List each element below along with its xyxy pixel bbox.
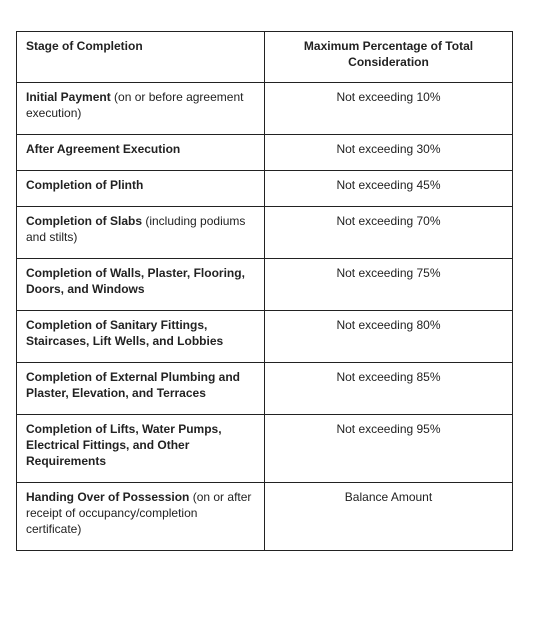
- stage-note: (on or after receipt of occupancy/completion certificate): [26, 490, 252, 536]
- table-row: [17, 483, 513, 551]
- table-row: [17, 311, 513, 363]
- table-row: [17, 135, 513, 171]
- percentage-cell: Not exceeding 45%: [265, 171, 513, 207]
- percentage-cell: Not exceeding 80%: [265, 311, 513, 363]
- stage-cell: [17, 207, 265, 259]
- table-row: [17, 207, 513, 259]
- percentage-cell: Not exceeding 10%: [265, 83, 513, 135]
- percentage-cell: Not exceeding 85%: [265, 363, 513, 415]
- stage-cell: [17, 259, 265, 311]
- percentage-cell: Not exceeding 75%: [265, 259, 513, 311]
- stage-cell: [17, 483, 265, 551]
- percentage-cell: Balance Amount: [265, 483, 513, 551]
- stage-label: Initial Payment: [26, 90, 111, 104]
- stage-cell: [17, 415, 265, 483]
- header-maximum-percentage: Maximum Percentage of Total Consideration: [265, 32, 513, 83]
- stage-cell: [17, 363, 265, 415]
- table-row: [17, 415, 513, 483]
- stage-cell: [17, 83, 265, 135]
- table-header-row: [17, 32, 513, 83]
- stage-label: Completion of Slabs: [26, 214, 143, 228]
- stage-label: Completion of Sanitary Fittings, Staircases, Lift Wells, and Lobbies: [26, 318, 224, 348]
- stage-note: (including podiums and stilts): [26, 214, 246, 244]
- table-row: [17, 363, 513, 415]
- percentage-cell: Not exceeding 70%: [265, 207, 513, 259]
- stage-label: Completion of Plinth: [26, 178, 144, 192]
- stage-label: Handing Over of Possession: [26, 490, 190, 504]
- stage-label: Completion of Lifts, Water Pumps, Electrical Fittings, and Other Requirements: [26, 422, 222, 468]
- stage-cell: [17, 311, 265, 363]
- payment-schedule-table: [16, 31, 513, 551]
- table-row: [17, 171, 513, 207]
- stage-label: After Agreement Execution: [26, 142, 181, 156]
- percentage-cell: Not exceeding 95%: [265, 415, 513, 483]
- stage-note: (on or before agreement execution): [26, 90, 244, 120]
- stage-cell: [17, 171, 265, 207]
- stage-label: Completion of External Plumbing and Plaster, Elevation, and Terraces: [26, 370, 241, 400]
- header-stage-of-completion: Stage of Completion: [17, 32, 265, 83]
- table-row: [17, 83, 513, 135]
- table-row: [17, 259, 513, 311]
- stage-label: Completion of Walls, Plaster, Flooring, Doors, and Windows: [26, 266, 245, 296]
- stage-cell: [17, 135, 265, 171]
- percentage-cell: Not exceeding 30%: [265, 135, 513, 171]
